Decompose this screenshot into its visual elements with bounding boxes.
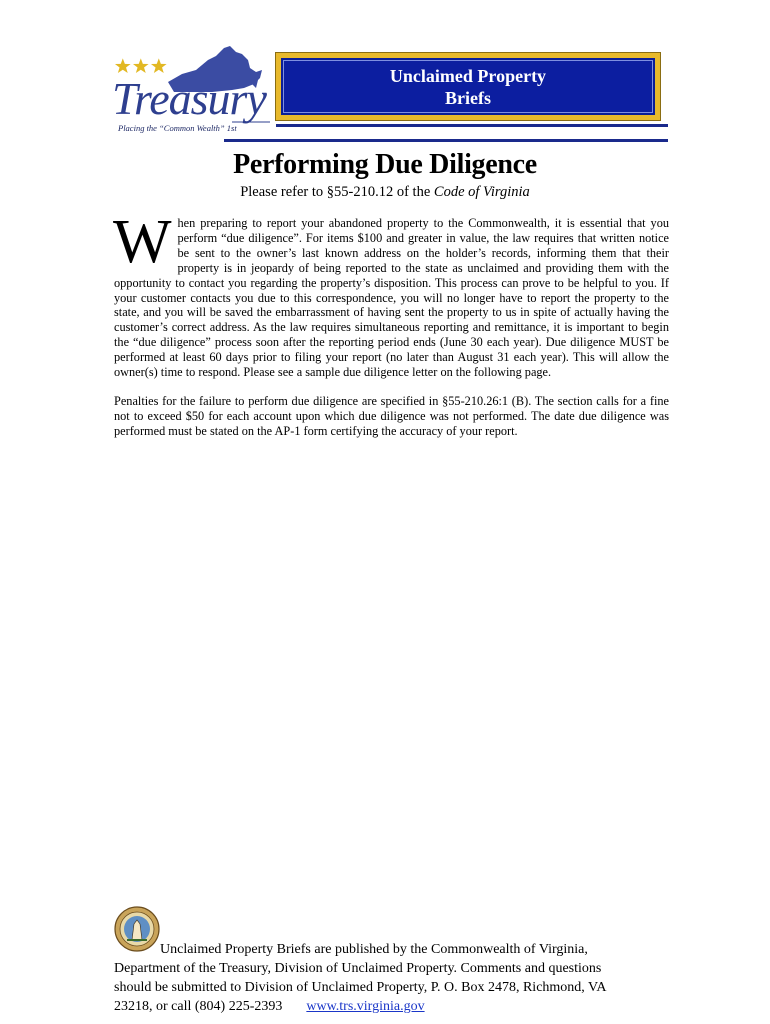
page-subtitle [0, 183, 770, 201]
paragraph-1 [113, 208, 669, 380]
footer-line-2: Department of the Treasury, Division of Unclaimed Property. Comments and questions [114, 961, 602, 976]
paragraph-2: Penalties for the failure to perform due diligence are specified in §55-210.26:1 (B). The section calls for a fine not to exceed $50 for each account upon which due diligence was not performed. The date due diligence was performed must be stated on the AP-1 form certifying the accuracy of your report. [114, 394, 669, 439]
subtitle-emphasis: Code of Virginia [433, 184, 530, 200]
header-rule [276, 124, 668, 127]
treasury-logo [112, 44, 272, 140]
treasury-tagline: Placing the “Common Wealth” 1st [118, 123, 237, 133]
footer-contact: 23218, or call (804) 225-2393 [114, 999, 283, 1014]
footer-line-1: Unclaimed Property Briefs are published by the Commonwealth of Virginia, [160, 942, 588, 957]
subtitle-prefix: Please refer to §55-210.12 of the [240, 184, 434, 200]
brief-header-line2: Briefs [445, 87, 491, 108]
footer-text [114, 940, 674, 1016]
paragraph-1-text: hen preparing to report your abandoned property to the Commonwealth, it is essential that you perform “due diligence”. For items $100 and greater in value, the law requires that written notice be sent to the owner’s last known address on the holder’s records, informing them that their property is in jeopardy of being reported to the state as unclaimed and providing them with the opportunity to contact you regarding the property’s disposition. This process can prove to be helpful to you. If your customer contacts you due to this correspondence, you will no longer have to report the property to the state, and you will be saved the embarrassment of having sent the property to us in spite of actually having the customer’s correct address. As the law requires simultaneous reporting and remittance, it is important to begin the “due diligence” process soon after the reporting period ends (June 30 each year). Due diligence MUST be performed at least 60 days prior to filing your report (no later than August 31 each year). This will allow the owner(s) time to respond. Please see a sample due diligence letter on the following page. [114, 216, 669, 380]
footer-line-4 [114, 997, 674, 1016]
page-title: Performing Due Diligence [233, 149, 537, 180]
body-text [113, 208, 669, 454]
section-rule [224, 139, 668, 142]
treasury-wordmark: Treasury [112, 73, 266, 124]
website-link[interactable]: www.trs.virginia.gov [306, 999, 425, 1014]
brief-header-box [276, 53, 660, 120]
drop-cap: W [113, 208, 172, 276]
brief-header-line1: Unclaimed Property [389, 65, 547, 86]
footer-line-3: should be submitted to Division of Unclaimed Property, P. O. Box 2478, Richmond, VA [114, 980, 607, 995]
stars-icon [115, 58, 167, 73]
